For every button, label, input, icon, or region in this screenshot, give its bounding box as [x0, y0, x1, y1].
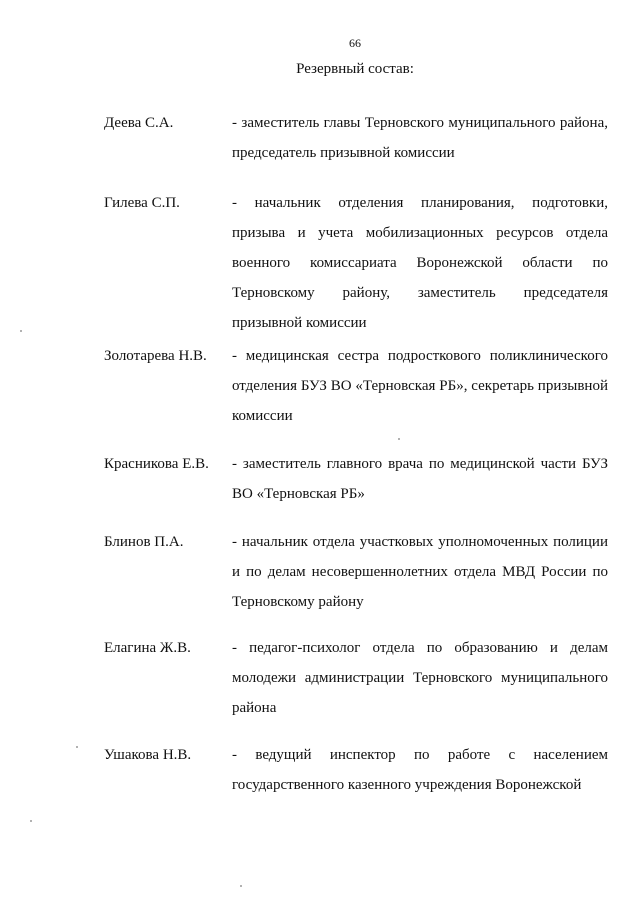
member-role: - медицинская сестра подросткового поликлинического отделения БУЗ ВО «Терновская РБ», секретарь призывной комиссии: [232, 348, 608, 424]
member-name: Золотарева Н.В.: [104, 348, 207, 364]
member-name: Гилева С.П.: [104, 195, 180, 211]
member-name: Елагина Ж.В.: [104, 640, 191, 656]
scan-speck: [30, 820, 32, 822]
member-name: Деева С.А.: [104, 115, 174, 131]
member-name: Блинов П.А.: [104, 534, 184, 550]
member-role: - ведущий инспектор по работе с населением государственного казенного учреждения Воронежской: [232, 747, 608, 793]
page-number: 66: [349, 36, 361, 50]
scan-speck: [398, 438, 400, 440]
member-role: - начальник отделения планирования, подготовки, призыва и учета мобилизационных ресурсов отдела военного комиссариата Воронежской области по Терновскому району, заместитель председателя призывной комиссии: [232, 195, 608, 331]
scan-speck: [20, 330, 22, 332]
scan-speck: [240, 885, 242, 887]
member-name: Красникова Е.В.: [104, 456, 209, 472]
member-role: - начальник отдела участковых уполномоченных полиции и по делам несовершеннолетних отдела МВД России по Терновскому району: [232, 534, 608, 610]
member-role: - заместитель главного врача по медицинской части БУЗ ВО «Терновская РБ»: [232, 456, 608, 502]
member-role: - заместитель главы Терновского муниципального района, председатель призывной комиссии: [232, 115, 608, 161]
scan-speck: [76, 746, 78, 748]
section-heading: Резервный состав:: [296, 61, 414, 77]
member-name: Ушакова Н.В.: [104, 747, 192, 763]
member-role: - педагог-психолог отдела по образованию и делам молодежи администрации Терновского муниципального района: [232, 640, 608, 716]
